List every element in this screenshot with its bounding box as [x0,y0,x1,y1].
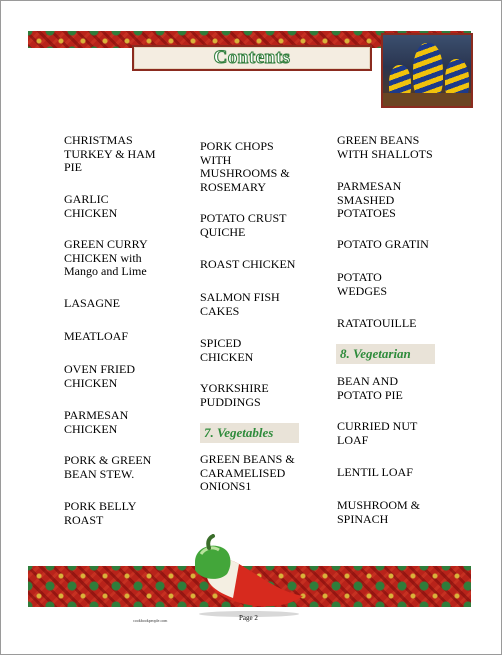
chili-pepper-icon [187,534,307,619]
pottery-photo [381,33,473,108]
page-number: Page 2 [239,614,258,622]
toc-entry[interactable]: PORK & GREEN BEAN STEW. [64,453,152,481]
toc-entry[interactable]: CHRISTMAS TURKEY & HAM PIE [64,133,156,174]
toc-entry[interactable]: GARLIC CHICKEN [64,192,118,220]
toc-entry[interactable]: PORK BELLY ROAST [64,499,137,527]
title-banner [132,45,372,71]
toc-entry[interactable]: BEAN AND POTATO PIE [337,374,403,402]
toc-entry[interactable]: OVEN FRIED CHICKEN [64,362,135,390]
toc-entry[interactable]: GREEN BEANS & CARAMELISED ONIONS1 [200,452,295,493]
toc-entry[interactable]: PORK CHOPS WITH MUSHROOMS & ROSEMARY [200,139,290,194]
toc-entry[interactable]: ROAST CHICKEN [200,257,296,271]
toc-entry[interactable]: LENTIL LOAF [337,465,413,479]
toc-entry[interactable]: PARMESAN CHICKEN [64,408,129,436]
toc-entry[interactable]: MEATLOAF [64,329,129,343]
toc-entry[interactable]: LASAGNE [64,296,120,310]
toc-entry[interactable]: MUSHROOM & SPINACH [337,498,421,526]
toc-entry[interactable]: GREEN BEANS WITH SHALLOTS [337,133,433,161]
section-heading-vegetarian[interactable]: 8. Vegetarian [336,344,435,364]
toc-entry[interactable]: SPICED CHICKEN [200,336,254,364]
toc-entry[interactable]: POTATO WEDGES [337,270,387,298]
page-title: Contents [213,47,291,68]
toc-entry[interactable]: PARMESAN SMASHED POTATOES [337,179,402,220]
toc-entry[interactable]: POTATO GRATIN [337,237,429,251]
toc-entry[interactable]: RATATOUILLE [337,316,417,330]
footer-website[interactable]: cookbookpeople.com [133,618,168,623]
toc-entry[interactable]: CURRIED NUT LOAF [337,419,418,447]
section-heading-vegetables[interactable]: 7. Vegetables [200,423,299,443]
toc-entry[interactable]: YORKSHIRE PUDDINGS [200,381,269,409]
toc-entry[interactable]: POTATO CRUST QUICHE [200,211,287,239]
toc-entry[interactable]: GREEN CURRY CHICKEN with Mango and Lime [64,237,148,278]
toc-entry[interactable]: SALMON FISH CAKES [200,290,280,318]
